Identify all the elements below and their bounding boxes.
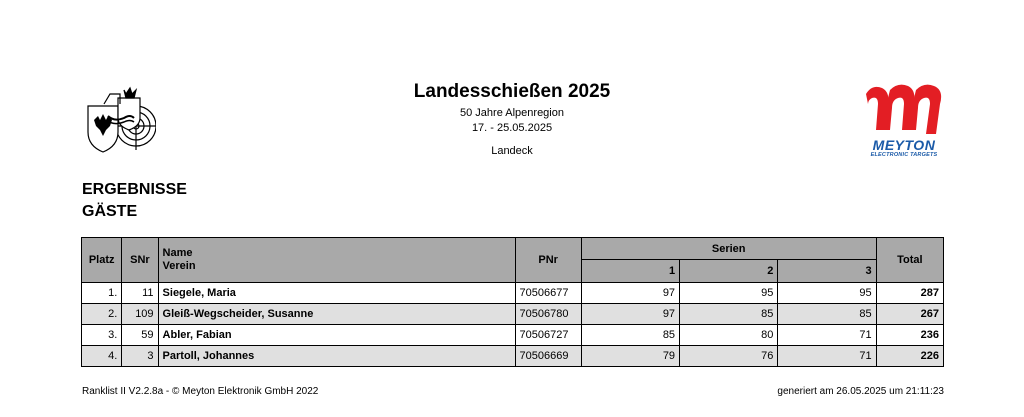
col-header-platz: Platz [82,238,122,283]
cell-snr: 3 [122,346,158,367]
table-row [82,325,944,346]
cell-serie-3: 71 [778,325,876,346]
cell-pnr: 70506669 [515,346,581,367]
cell-platz: 4. [82,346,122,367]
cell-serie-1: 79 [581,346,679,367]
cell-serie-3: 95 [778,283,876,304]
meyton-wordmark: MEYTON [872,137,936,153]
col-header-total: Total [876,238,943,283]
heading-line-2: GÄSTE [82,203,138,220]
cell-total: 267 [876,304,943,325]
cell-serie-2: 85 [680,304,778,325]
cell-pnr: 70506677 [515,283,581,304]
results-heading [82,179,187,223]
table-row [82,283,944,304]
cell-serie-2: 95 [680,283,778,304]
cell-pnr: 70506727 [515,325,581,346]
cell-total: 287 [876,283,943,304]
col-header-pnr: PNr [515,238,581,283]
meyton-m-mark [860,82,948,138]
col-header-name: Name [162,247,193,259]
col-header-snr: SNr [122,238,158,283]
heading-line-1: ERGEBNISSE [82,181,187,198]
cell-name: Gleiß-Wegscheider, Susanne [158,304,515,325]
cell-name: Abler, Fabian [158,325,515,346]
cell-platz: 3. [82,325,122,346]
meyton-logo [860,82,948,162]
event-dates: 17. - 25.05.2025 [471,122,553,134]
cell-snr: 59 [122,325,158,346]
cell-snr: 109 [122,304,158,325]
cell-platz: 2. [82,304,122,325]
cell-serie-1: 97 [581,283,679,304]
cell-name: Partoll, Johannes [158,346,515,367]
col-header-serie-3: 3 [778,260,876,283]
event-crest-logo [84,86,156,154]
meyton-tagline: ELECTRONIC TARGETS [870,152,938,158]
cell-serie-3: 71 [778,346,876,367]
cell-serie-1: 97 [581,304,679,325]
footer-generated-timestamp: generiert am 26.05.2025 um 21:11:23 [777,386,944,397]
cell-name: Siegele, Maria [158,283,515,304]
event-location: Landeck [491,145,533,157]
footer-copyright: Ranklist II V2.2.8a - © Meyton Elektronik GmbH 2022 [82,386,319,397]
results-table [81,237,944,367]
cell-platz: 1. [82,283,122,304]
cell-snr: 11 [122,283,158,304]
col-header-name-verein [158,238,515,283]
cell-serie-2: 80 [680,325,778,346]
col-header-serie-1: 1 [581,260,679,283]
col-header-serien: Serien [581,238,876,260]
report-header [312,80,712,157]
cell-total: 236 [876,325,943,346]
table-row [82,304,944,325]
cell-serie-1: 85 [581,325,679,346]
event-subtitle: 50 Jahre Alpenregion [460,107,564,119]
cell-pnr: 70506780 [515,304,581,325]
cell-serie-3: 85 [778,304,876,325]
cell-serie-2: 76 [680,346,778,367]
page-title: Landesschießen 2025 [413,81,611,102]
col-header-serie-2: 2 [680,260,778,283]
table-row [82,346,944,367]
col-header-verein: Verein [162,260,196,272]
cell-total: 226 [876,346,943,367]
